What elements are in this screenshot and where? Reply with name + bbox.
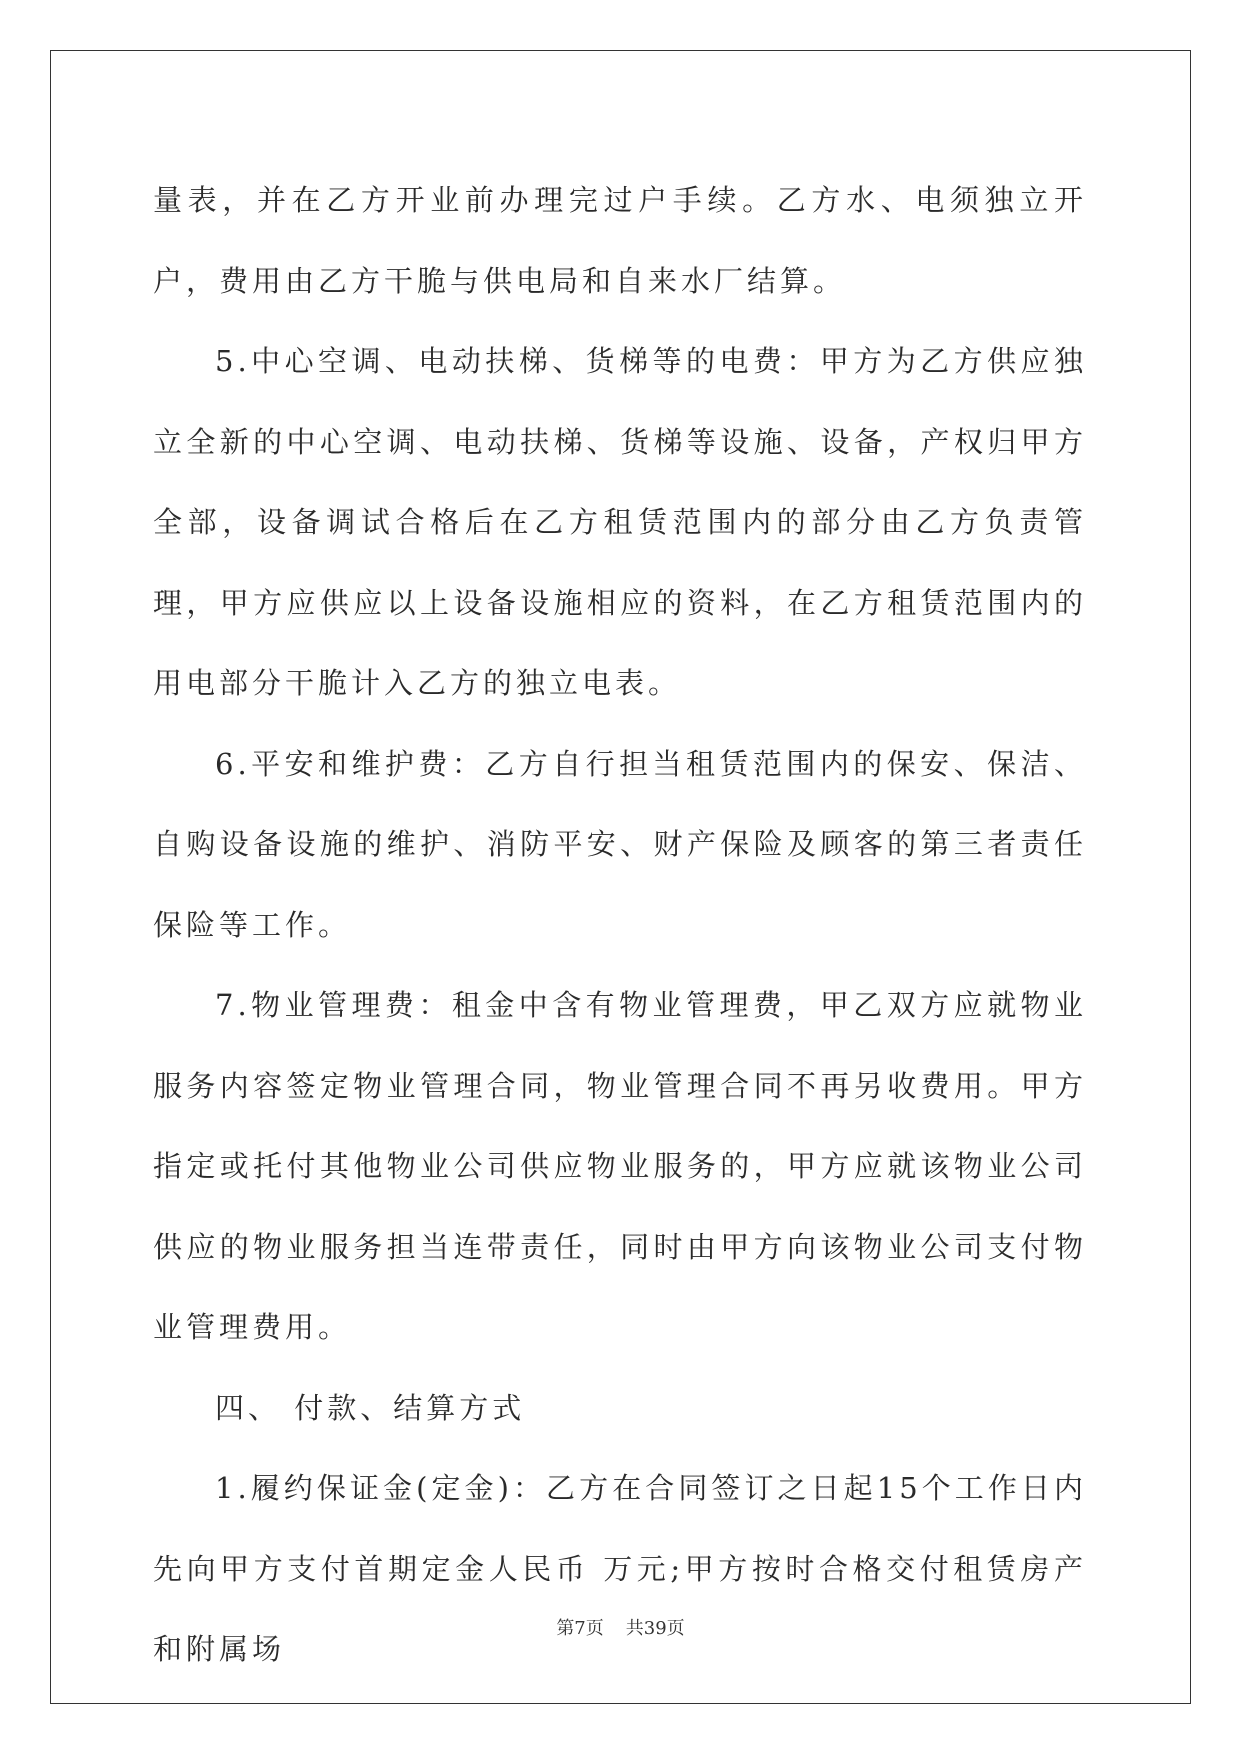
total-pages-label: 共39页 — [625, 1618, 685, 1639]
page-footer — [0, 1614, 1241, 1640]
paragraph-item-1: 1.履约保证金(定金)：乙方在合同签订之日起15个工作日内先向甲方支付首期定金人民币 万元;甲方按时合格交付租赁房产和附属场 — [153, 1471, 1087, 1666]
paragraph-item-7: 7.物业管理费：租金中含有物业管理费，甲乙双方应就物业服务内容签定物业管理合同，物业管理合同不再另收费用。甲方指定或托付其他物业公司供应物业服务的，甲方应就该物业公司供应的物业服务担当连带责任，同时由甲方向该物业公司支付物业管理费用。 — [153, 988, 1087, 1344]
section-heading-4: 四、 付款、结算方式 — [215, 1390, 526, 1425]
document-body — [153, 160, 1087, 1690]
paragraph-item-6: 6.平安和维护费：乙方自行担当租赁范围内的保安、保洁、自购设备设施的维护、消防平安、财产保险及顾客的第三者责任保险等工作。 — [153, 746, 1087, 942]
current-page-label: 第7页 — [556, 1618, 604, 1639]
paragraph-continued: 量表，并在乙方开业前办理完过户手续。乙方水、电须独立开户，费用由乙方干脆与供电局和自来水厂结算。 — [153, 183, 1087, 298]
paragraph-item-5: 5.中心空调、电动扶梯、货梯等的电费：甲方为乙方供应独立全新的中心空调、电动扶梯、货梯等设施、设备，产权归甲方全部，设备调试合格后在乙方租赁范围内的部分由乙方负责管理，甲方应供应以上设备设施相应的资料，在乙方租赁范围内的用电部分干脆计入乙方的独立电表。 — [153, 344, 1087, 700]
